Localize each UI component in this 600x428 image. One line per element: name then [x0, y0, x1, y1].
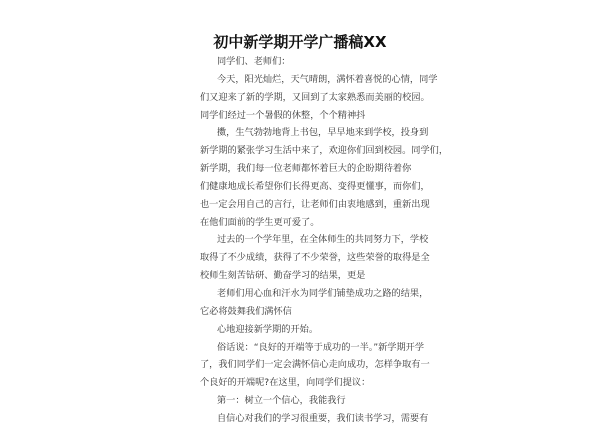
- paragraph-line: 心地迎接新学期的开始。: [217, 323, 319, 335]
- paragraph: [200, 124, 449, 231]
- paragraph-line: 它必将鼓舞我们满怀信: [200, 305, 292, 317]
- paragraph: [200, 392, 400, 410]
- paragraph-line: 老师们用心血和汗水为同学们铺垫成功之路的结果，: [217, 287, 429, 299]
- paragraph-line: 同学们、老师们：: [217, 56, 291, 67]
- paragraph-line: 们又迎来了新的学期，又回到了太家熟悉而美丽的校园。: [200, 91, 430, 103]
- document-body: [200, 53, 449, 428]
- paragraph-line: 俗话说：“良好的开端等于成功的一半。”新学期开学: [217, 341, 425, 353]
- paragraph-line: 个良好的开端呢?在这里，向同学们提议：: [200, 377, 371, 389]
- paragraph-line: 新学期的紧张学习生活中来了，欢迎你们回到校园。同学们，: [200, 145, 449, 157]
- paragraph: [200, 321, 400, 339]
- paragraph-line: 也一定会用自己的言行，让老师们由衷地感到，重新出现: [200, 198, 430, 210]
- paragraph-line: 了，我们同学们一定会满怀信心走向成功，怎样争取有一: [200, 359, 430, 371]
- paragraph: [200, 71, 438, 125]
- paragraph-line: 校师生刻苦钻研、勤奋学习的结果，更是: [200, 270, 366, 282]
- paragraph: [200, 410, 429, 428]
- paragraph: [200, 231, 430, 285]
- paragraph: [200, 53, 400, 71]
- paragraph: [200, 339, 430, 393]
- paragraph-line: 过去的一个学年里，在全体师生的共同努力下，学校: [217, 234, 429, 246]
- paragraph-line: 第一：树立一个信心，我能我行: [217, 395, 346, 407]
- paragraph-line: 今天，阳光灿烂，天气晴朗，满怀着喜悦的心情，同学: [217, 73, 438, 85]
- paragraph: [200, 285, 429, 321]
- paragraph-line: 取得了不少成绩，获得了不少荣誉，这些荣誉的取得是全: [200, 252, 430, 264]
- paragraph-line: 擞，生气勃勃地背上书包，早早地来到学校，投身到: [217, 127, 429, 139]
- paragraph-line: 在他们面前的学生更可爱了。: [200, 216, 320, 228]
- paragraph-line: 自信心对我们的学习很重要，我们读书学习，需要有: [217, 412, 429, 424]
- paragraph-line: 们健康地成长希望你们长得更高、变得更懂事，而你们，: [200, 180, 430, 192]
- paragraph-line: 同学们经过一个暑假的休整，个个精神抖: [200, 109, 366, 121]
- paragraph-line: 新学期，我们每一位老师都怀着巨大的企盼期待着你: [200, 163, 412, 175]
- document-title: 初中新学期开学广播稿XX: [213, 33, 387, 51]
